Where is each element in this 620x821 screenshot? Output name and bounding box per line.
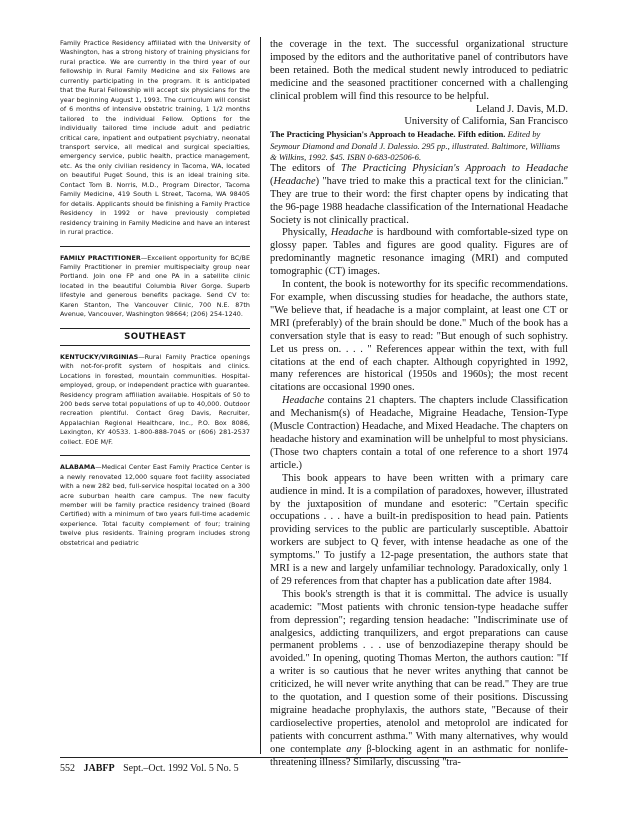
review-paragraph — [270, 227, 568, 279]
classified-ad-alabama — [60, 463, 250, 548]
review-paragraph — [270, 163, 568, 228]
text-run: ( — [270, 175, 274, 187]
ad-heading: KENTUCKY/VIRGINIAS — [60, 353, 139, 361]
book-short-title: Headache — [273, 175, 316, 187]
column-divider — [260, 37, 261, 754]
review-paragraph: In content, the book is noteworthy for its specific recommendations. For example, when discussing studies for headache, the authors state, "We believe that, if headache is a major complaint, at least one CT or MRI (preferably) of the brain should be done." Much of the book has a conversation style that is easy to read: "But enough of such sophistry. Let us press on. . . . " References appear within the text, with full citations at the end of each chapter. Although copyrighted in 1992, many references are historical (1950s and 1960s); the most recent citations are occasional 1990 ones. — [270, 279, 568, 394]
review-paragraph — [270, 395, 568, 472]
text-run: ) "have tried to make this a practical text for the clinician." They are true to their word: the first chapter opens by indicating that the 96-page 1988 headache classification of the International Headache Society is not clinically practical. — [270, 175, 568, 226]
text-run: β-blocking agent in an asthmatic for nonlife-threatening illness? Similarly, discussing "tra- — [270, 743, 568, 768]
book-review-column — [270, 39, 568, 770]
book-citation-heading — [270, 129, 568, 163]
book-details: Edited by Seymour Diamond and Donald J. Dalessio. 295 pp., illustrated. Baltimore, Williams & Wilkins, 1992. $45. ISBN 0-683-02506-6. — [270, 129, 560, 162]
reviewer-name: Leland J. Davis, M.D. — [475, 103, 568, 115]
issue-info: Sept.–Oct. 1992 Vol. 5 No. 5 — [123, 763, 239, 774]
review-paragraph: This book appears to have been written with a primary care audience in mind. It is a compilation of paradoxes, however, illustrated by the juxtaposition of mundane and esoteric: "Certain specific occupations . . . have a built-in predisposition to head pain. Patients providing services to the public are particularly susceptible. Abattoir workers are subject to Q fever, with intense headache as one of the symptoms." To justify a 12-page presentation, the authors state that MRI is a new and largely unfamiliar technology. Paradoxically, only 1 of 29 references from that chapter has a publication date after 1984. — [270, 472, 568, 587]
ad-heading: ALABAMA — [60, 464, 96, 472]
text-run: is hardbound with comfortable-sized type on glossy paper. Tables and figures are good quality. Figures are of predominantly magnetic resonance imaging (MRI) and computed tomographic (CT) images. — [270, 227, 568, 278]
reviewer-affiliation: University of California, San Francisco — [404, 116, 568, 128]
ad-body: —Rural Family Practice openings with not-for-profit system of hospitals and clinics. Locations in forested, mountain communities. Hospital-employed, group, or independent practice with guarantee. Residency program affiliation available. Hospitals of 50 to 200 beds serve total populations of up to 40,000. Outdoor recreation plentiful. Contact Greg Davis, Recruiter, Appalachian Regional Healthcare, Inc., P.O. Box 8086, Lexington, KY 40533. 1-800-888-7045 or (606) 281-2537 collect. EOE M/F. — [60, 353, 250, 446]
book-title-italic: The Practicing Physician's Approach to Headache — [340, 162, 568, 174]
page-footer — [60, 763, 360, 775]
text-run: Physically, — [282, 227, 331, 239]
ad-body: —Excellent opportunity for BC/BE Family Practitioner in premier multispecialty group near Portland. Join one FP and one PA in a satellite clinic located in the beautiful Columbia River Gorge. Superb lifestyle and generous benefits package. Send CV to: Karen Stanton, The Vancouver Clinic, 700 N.E. 87th Avenue, Vancouver, Washington 98664; (206) 254-1240. — [60, 254, 250, 319]
journal-abbreviation: JABFP — [83, 763, 115, 774]
emphasis-any: any — [346, 743, 362, 755]
ad-divider — [60, 246, 250, 247]
classified-ad-family-practitioner — [60, 254, 250, 320]
page-number: 552 — [60, 763, 75, 774]
ad-divider — [60, 455, 250, 456]
book-short-title: Headache — [330, 227, 373, 239]
ad-body: —Medical Center East Family Practice Center is a newly renovated 12,000 square foot facility associated with a new 282 bed, full-service hospital located on a 300 acre suburban health care campus. The new faculty member will be family practice residency trained (Board Certified) with a minimum of two years full-time academic experience. Total faculty complement of four; training twelve plus residents. Training program includes strong obstetrical and pediatric — [60, 464, 250, 547]
footer-rule — [60, 757, 568, 758]
text-run: The editors of — [270, 162, 341, 174]
previous-review-ending: the coverage in the text. The successful organizational structure imposed by the editors and the authoritative panel of contributors have been retained. Both the medical student newly introduced to pediatric medicine and the seasoned practitioner concerned with a challenging clinical problem will find this resource to be helpful. — [270, 39, 568, 102]
classified-ads-column — [60, 39, 250, 548]
text-run: This book's strength is that it is committal. The advice is usually academic: "Most patients with chronic tension-type headache suffer from depression"; regarding tension headache: "Indiscriminate use of analgesics, addicting tranquilizers, and ergot preparations can cause permanent problems . . . use of benzodiazepine therapy should be avoided." In opening, quoting Thomas Merton, the authors caution: "If a writer is so cautious that he never writes anything that cannot be criticized, he will never write anything that can be read." They are true to the quotation, and I question some of their positions. Discussing migraine headache prophylaxis, the authors state, "Because of their cardioselective properties, atenolol and metoprolol are indicated for patients with concurrent asthma." With many alternatives, why would one contemplate — [270, 588, 568, 755]
classified-ad-kentucky-virginias — [60, 353, 250, 448]
section-heading-southeast: SOUTHEAST — [60, 328, 250, 346]
book-title: The Practicing Physician's Approach to Headache. Fifth edition. — [270, 129, 506, 140]
review-paragraph — [270, 589, 568, 770]
text-run: contains 21 chapters. The chapters include Classification and Mechanism(s) of Headache, Migraine Headache, Tension-Type (Muscle Contraction) Headache, and Mixed Headache. The chapters on headache history and examination will be unhelpful to most physicians. (Those two chapters contain a total of one reference to a short 1974 article.) — [270, 395, 568, 471]
book-short-title: Headache — [282, 395, 325, 407]
ad-heading: FAMILY PRACTITIONER — [60, 254, 141, 262]
residency-ad-continued: Family Practice Residency affiliated with the University of Washington, has a strong history of training physicians for rural practice. We are currently in the third year of our fellowship in Rural Family Medicine and six Fellows are currently participating in the program. It is anticipated that the Rural Fellowship will accept six physicians for the year beginning August 1, 1993. The curriculum will consist of 6 months of intensive obstetric training, 1 1/2 months tailored to the individual Fellow. Options for the individually tailored time include adult and pediatric critical care, inpatient and outpatient psychiatry, neonatal transport service, all medical and surgical specialties, emergency service, public health, practice management, etc. As the only civilian residency in Tacoma, WA, located on beautiful Puget Sound, this is an ideal training site. Contact Tom B. Norris, M.D., Program Director, Tacoma Family Medicine, 419 South L Street, Tacoma, WA 98405 for details. Applicants should be finishing a Family Practice Residency in 1992 or have previously completed residency training in Family Medicine and have an interest in rural practice. — [60, 40, 250, 237]
